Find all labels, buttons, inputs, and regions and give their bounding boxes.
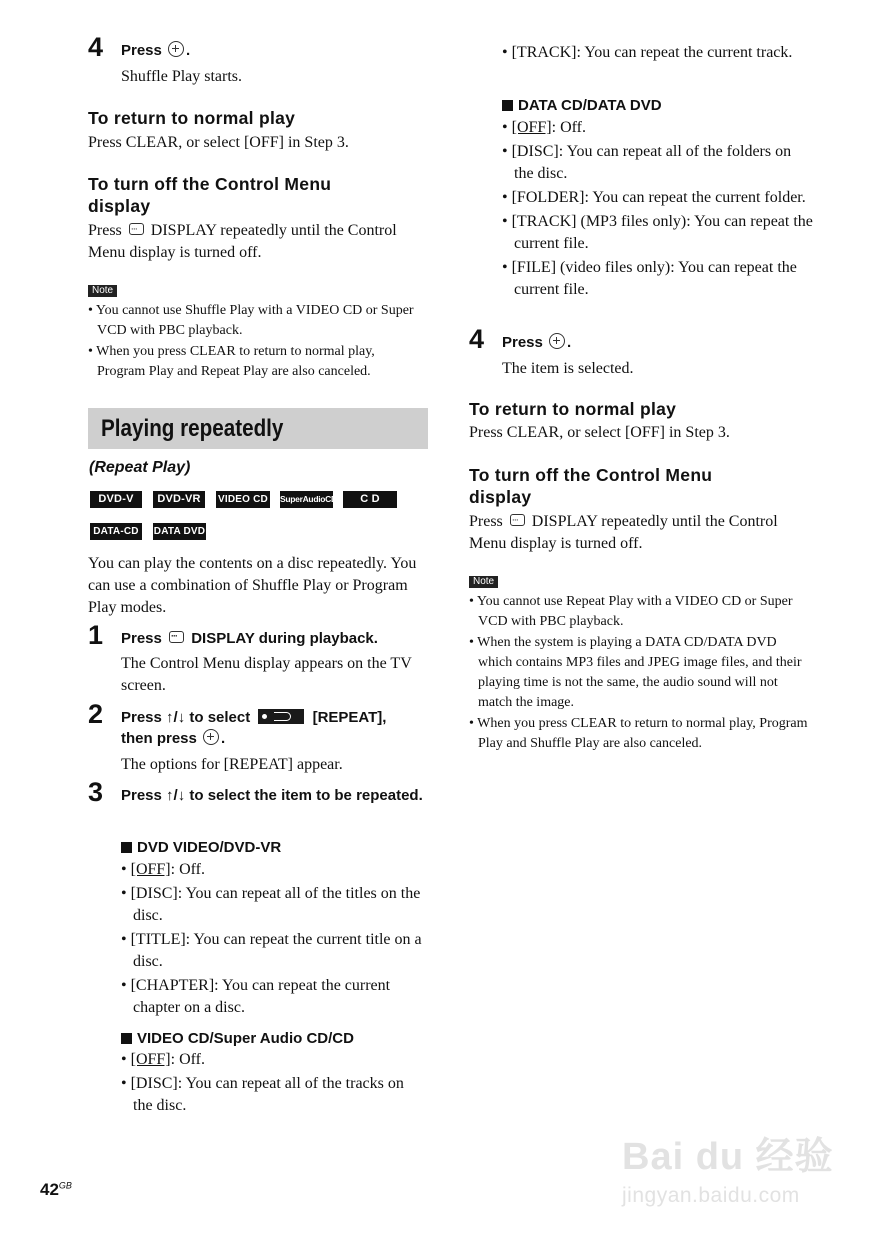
note-label: Note	[88, 285, 117, 297]
option-item: • [FILE] (video files only): You can repeat the current file.	[502, 259, 797, 298]
step-2: 2 Press ↑/↓ to select [REPEAT], then press . The options for [REPEAT] appear.	[88, 701, 430, 776]
step-4-select: 4 Press . The item is selected.	[469, 326, 814, 380]
disc-badge-data-cd: DATA-CD	[90, 523, 142, 540]
option-item: • [DISC]: You can repeat all of the tracks on the disc.	[121, 1075, 404, 1114]
data-options-heading: DATA CD/DATA DVD	[502, 96, 814, 116]
dvd-options-heading: DVD VIDEO/DVD-VR	[121, 838, 426, 858]
step-description: The options for [REPEAT] appear.	[121, 756, 343, 773]
square-bullet-icon	[121, 842, 132, 853]
page-number: $42^{GB}$	[40, 1180, 72, 1199]
turn-off-menu-heading: To turn off the Control Menu display	[88, 174, 332, 216]
option-item: • [OFF]: Off.	[121, 861, 205, 878]
step-description: The item is selected.	[502, 360, 634, 377]
section-title: Playing repeatedly	[101, 415, 284, 442]
option-item: • [TRACK] (MP3 files only): You can repeat the current file.	[502, 213, 813, 252]
section-subtitle: (Repeat Play)	[89, 459, 191, 476]
return-normal-heading: To return to normal play	[88, 108, 296, 128]
step-number: 1	[88, 620, 104, 650]
option-item: • [FOLDER]: You can repeat the current folder.	[502, 189, 806, 206]
note-item: • You cannot use Repeat Play with a VIDEO CD or Super VCD with PBC playback.	[469, 594, 793, 629]
disc-badge-data-dvd: DATA DVD	[153, 523, 206, 540]
step-1: 1 Press ··· DISPLAY during playback. The Control Menu display appears on the TV screen.	[88, 622, 430, 697]
step-title: Press	[502, 334, 543, 351]
note-item: • When the system is playing a DATA CD/DATA DVD which contains MP3 files and JPEG image files, and their playing time is not the same, the audio sound will not match the image.	[469, 635, 802, 710]
disc-badge-super-audio-cd: SuperAudioCD	[280, 491, 333, 508]
step-title: Press	[121, 42, 162, 59]
repeat-icon	[258, 709, 304, 724]
option-item: • [DISC]: You can repeat all of the titles on the disc.	[121, 885, 421, 924]
note-item: • When you press CLEAR to return to normal play, Program Play and Repeat Play are also canceled.	[88, 344, 375, 379]
option-item: • [TITLE]: You can repeat the current title on a disc.	[121, 931, 422, 970]
note-label: Note	[469, 576, 498, 588]
option-item: • [OFF]: Off.	[121, 1051, 205, 1068]
step-description: The Control Menu display appears on the TV screen.	[121, 655, 412, 694]
return-normal-heading: To return to normal play	[469, 399, 677, 419]
disc-badge-cd: C D	[343, 491, 397, 508]
step-number: 4	[88, 32, 104, 62]
note-block	[469, 571, 809, 754]
step-title: Press ↑/↓ to select the item to be repeated.	[121, 787, 423, 804]
track-option	[502, 42, 814, 66]
display-button-icon	[510, 514, 525, 526]
enter-button-icon	[549, 333, 565, 349]
vcd-options	[121, 1029, 426, 1119]
data-options	[502, 96, 814, 303]
option-item: • [OFF]: Off.	[502, 119, 586, 136]
section-intro: You can play the contents on a disc repeatedly. You can use a combination of Shuffle Play or Program Play modes.	[88, 555, 417, 616]
option-item: • [DISC]: You can repeat all of the folders on the disc.	[502, 143, 792, 182]
turn-off-menu-text: Press ··· DISPLAY repeatedly until the Control Menu display is turned off.	[469, 511, 814, 555]
vcd-options-heading: VIDEO CD/Super Audio CD/CD	[121, 1029, 426, 1049]
square-bullet-icon	[121, 1033, 132, 1044]
turn-off-menu-text: Press ··· DISPLAY repeatedly until the Control Menu display is turned off.	[88, 220, 430, 264]
turn-off-menu-heading: To turn off the Control Menu display	[469, 465, 713, 507]
step-3	[88, 779, 430, 806]
step-4-shuffle: 4 Press . Shuffle Play starts.	[88, 34, 430, 88]
option-item: • [TRACK]: You can repeat the current track.	[502, 44, 793, 61]
section-banner	[88, 408, 428, 449]
step-number: 2	[88, 699, 104, 729]
disc-badge-video-cd: VIDEO CD	[216, 491, 270, 508]
baidu-watermark: Bai du 经验 jingyan.baidu.com	[622, 1136, 834, 1207]
step-number: 3	[88, 777, 104, 807]
step-number: 4	[469, 324, 485, 354]
square-bullet-icon	[502, 100, 513, 111]
dvd-options	[121, 838, 426, 1021]
enter-button-icon	[203, 729, 219, 745]
display-button-icon	[169, 631, 184, 643]
return-normal-text: Press CLEAR, or select [OFF] in Step 3.	[88, 134, 349, 151]
disc-badge-dvd-vr: DVD-VR	[153, 491, 205, 508]
display-button-icon	[129, 223, 144, 235]
step-description: Shuffle Play starts.	[121, 68, 243, 85]
disc-badge-dvd-v: DVD-V	[90, 491, 142, 508]
note-item: • When you press CLEAR to return to normal play, Program Play and Shuffle Play are also canceled.	[469, 716, 808, 751]
option-item: • [CHAPTER]: You can repeat the current chapter on a disc.	[121, 977, 391, 1016]
enter-button-icon	[168, 41, 184, 57]
note-block	[88, 280, 424, 382]
note-item: • You cannot use Shuffle Play with a VIDEO CD or Super VCD with PBC playback.	[88, 303, 414, 338]
return-normal-text: Press CLEAR, or select [OFF] in Step 3.	[469, 424, 730, 441]
